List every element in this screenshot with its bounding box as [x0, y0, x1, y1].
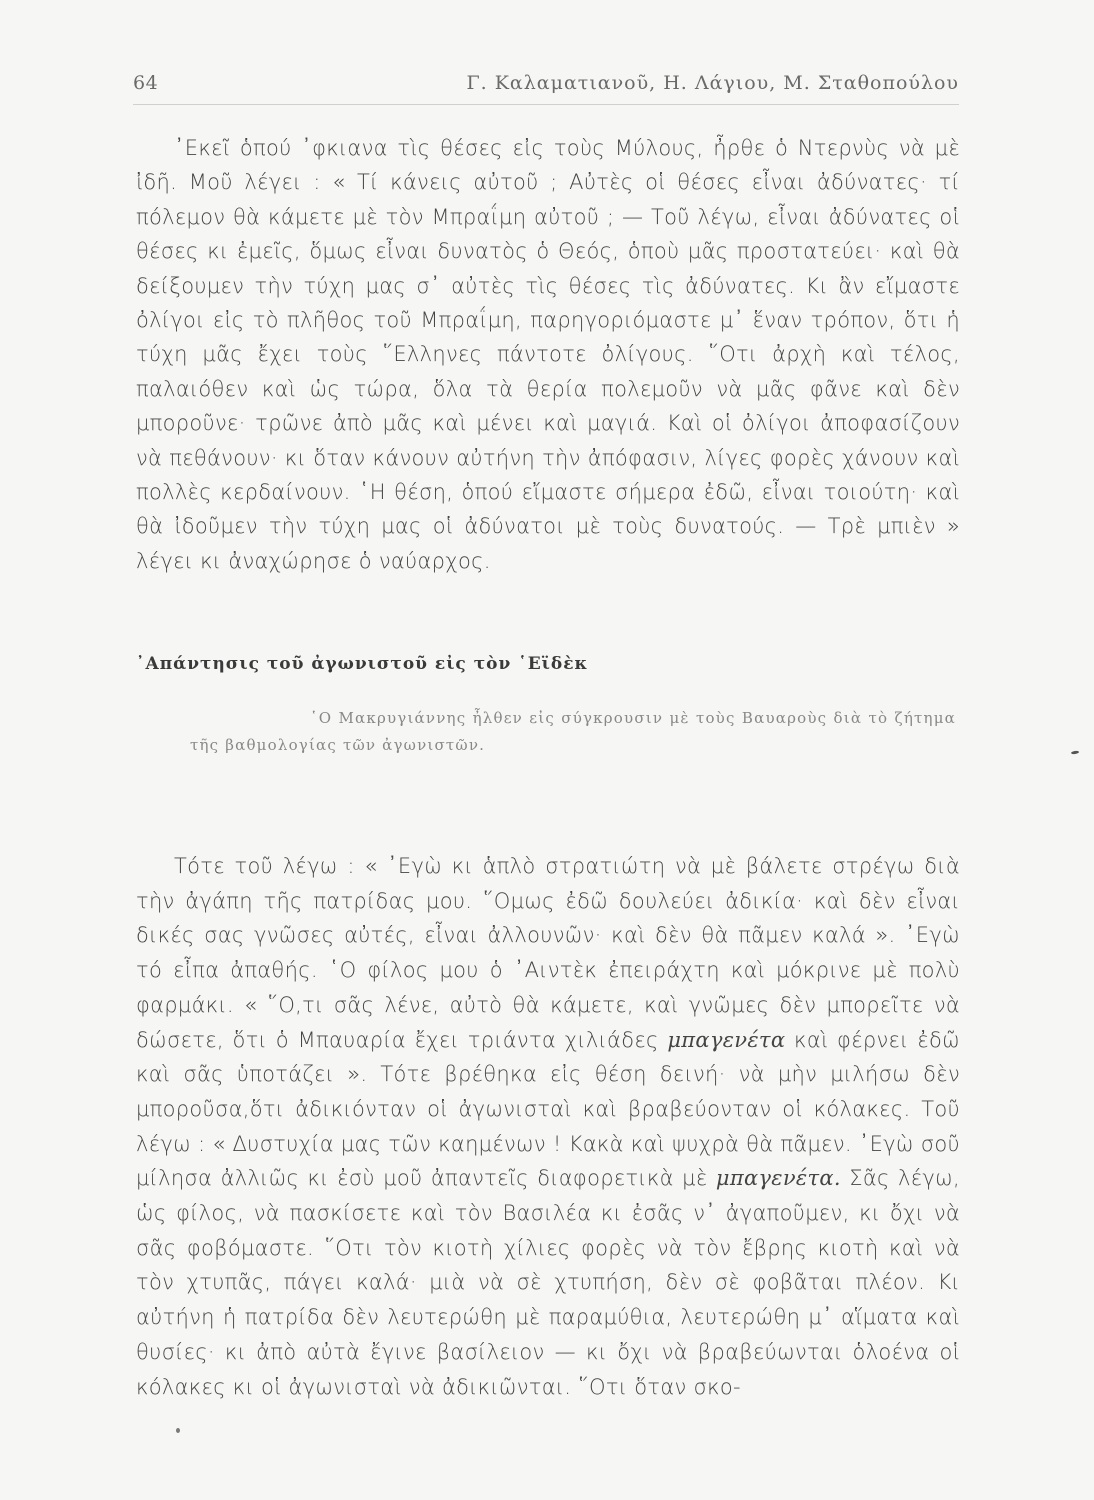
section-heading: ᾿Απάντησις τοῦ ἀγωνιστοῦ εἰς τὸν ῾Εϊδὲκ	[136, 654, 589, 674]
editorial-note: ῾Ο Μακρυγιάννης ἦλθεν εἰς σύγκρουσιν μὲ τοὺς Βαυαροὺς διὰ τὸ ζήτημα τῆς βαθμολογίας τῶν ἀγωνιστῶν.	[190, 709, 956, 754]
header-rule	[133, 104, 959, 105]
paragraph-2-text-c: Σᾶς λέγω, ὡς φίλος, νὰ πασκίσετε καὶ τὸν Βασιλέα κι ἐσᾶς ν᾿ ἀγαποῦμεν, κι ὄχι νὰ σᾶς φοβόμαστε. ῞Οτι τὸν κιοτὴ χίλιες φορὲς νὰ τὸν ἔβρης κιοτὴ καὶ νὰ τὸν χτυπᾶς, πάγει καλά· μιὰ νὰ σὲ χτυπήση, δὲν σὲ φοβᾶται πλέον. Κι αὐτήνη ἡ πατρίδα δὲν λευτερώθη μὲ παραμύθια, λευτερώθη μ᾿ αἵματα καὶ θυσίες· κι ἀπὸ αὐτὰ ἔγινε βασίλειον — κι ὄχι νὰ βραβεύωνται ὁλοένα οἱ κόλακες κι οἱ ἀγωνισταὶ νὰ ἀδικιῶνται. ῞Οτι ὅταν σκο-	[136, 1166, 960, 1399]
running-head-authors: Γ. Καλαματιανοῦ, Η. Λάγιου, Μ. Σταθοπούλου	[466, 72, 959, 94]
paragraph-2-text-a: Τότε τοῦ λέγω : « ᾿Εγὼ κι ἁπλὸ στρατιώτη νὰ μὲ βάλετε στρέγω διὰ τὴν ἀγάπη τῆς πατρίδας μου. ῞Ομως ἐδῶ δουλεύει ἀδικία· καὶ δὲν εἶναι δικές σας γνῶσες αὐτές, εἶναι ἀλλουνῶν· καὶ δὲν θὰ πᾶμεν καλά ». ᾿Εγὼ τό εἶπα ἀπαθής. ῾Ο φίλος μου ὁ ᾿Αιντὲκ ἐπειράχτη καὶ μόκρινε μὲ πολὺ φαρμάκι. « ῞Ο,τι σᾶς λένε, αὐτὸ θὰ κάμετε, καὶ γνῶμες δὲν μπορεῖτε νὰ δώσετε, ὅτι ὁ Μπαυαρία ἔχει τριάντα χιλιάδες	[136, 854, 960, 1052]
paragraph-1: ᾿Εκεῖ ὁπού ᾿φκιανα τὶς θέσες εἰς τοὺς Μύλους, ἦρθε ὁ Ντερνὺς νὰ μὲ ἰδῆ. Μοῦ λέγει : « Τί κάνεις αὐτοῦ ; Αὐτὲς οἱ θέσες εἶναι ἀδύνατες· τί πόλεμον θὰ κάμετε μὲ τὸν Μπραΐμη αὐτοῦ ; — Τοῦ λέγω, εἶναι ἀδύνατες οἱ θέσες κι ἐμεῖς, ὅμως εἶναι δυνατὸς ὁ Θεός, ὁποὺ μᾶς προστατεύει· καὶ θὰ δείξουμεν τὴν τύχη μας σ᾿ αὐτὲς τὶς θέσες τὶς ἀδύνατες. Κι ἂν εἴμαστε ὀλίγοι εἰς τὸ πλῆθος τοῦ Μπραΐμη, παρηγοριόμαστε μ᾿ ἕναν τρόπον, ὅτι ἡ τύχη μᾶς ἔχει τοὺς ῞Ελληνες πάντοτε ὀλίγους. ῞Οτι ἀρχὴ καὶ τέλος, παλαιόθεν καὶ ὡς τώρα, ὅλα τὰ θερία πολεμοῦν νὰ μᾶς φᾶνε καὶ δὲν μποροῦνε· τρῶνε ἀπὸ μᾶς καὶ μένει καὶ μαγιά. Καὶ οἱ ὀλίγοι ἀποφασίζουν νὰ πεθάνουν· κι ὅταν κάνουν αὐτήνη τὴν ἀπόφασιν, λίγες φορὲς χάνουν καὶ πολλὲς κερδαίνουν. ῾Η θέση, ὁπού εἴμαστε σήμερα ἐδῶ, εἶναι τοιούτη· καὶ θὰ ἰδοῦμεν τὴν τύχη μας οἱ ἀδύνατοι μὲ τοὺς δυνατούς. — Τρὲ μπιὲν » λέγει κι ἀναχώρησε ὁ ναύαρχος.	[136, 136, 960, 573]
page-number: 64	[133, 72, 159, 94]
print-speck	[1071, 750, 1079, 754]
running-head	[133, 66, 959, 102]
paragraph-2-text-b: καὶ φέρνει ἐδῶ καὶ σᾶς ὑποτάζει ». Τότε βρέθηκα εἰς θέση δεινή· νὰ μὴν μιλήσω δὲν μποροῦσα,ὅτι ἀδικιόνταν οἱ ἀγωνισταὶ καὶ βραβεύονταν οἱ κόλακες. Τοῦ λέγω : « Δυστυχία μας τῶν καημένων ! Κακὰ καὶ ψυχρὰ θὰ πᾶμεν. ᾿Εγὼ σοῦ μίλησα ἀλλιῶς κι ἐσὺ μοῦ ἀπαντεῖς διαφορετικὰ μὲ	[136, 1027, 960, 1191]
italic-term-1: μπαγενέτα	[667, 1027, 786, 1052]
print-speck	[176, 1428, 180, 1433]
paragraph-2	[136, 849, 960, 1404]
italic-term-2: μπαγενέτα.	[715, 1166, 841, 1191]
